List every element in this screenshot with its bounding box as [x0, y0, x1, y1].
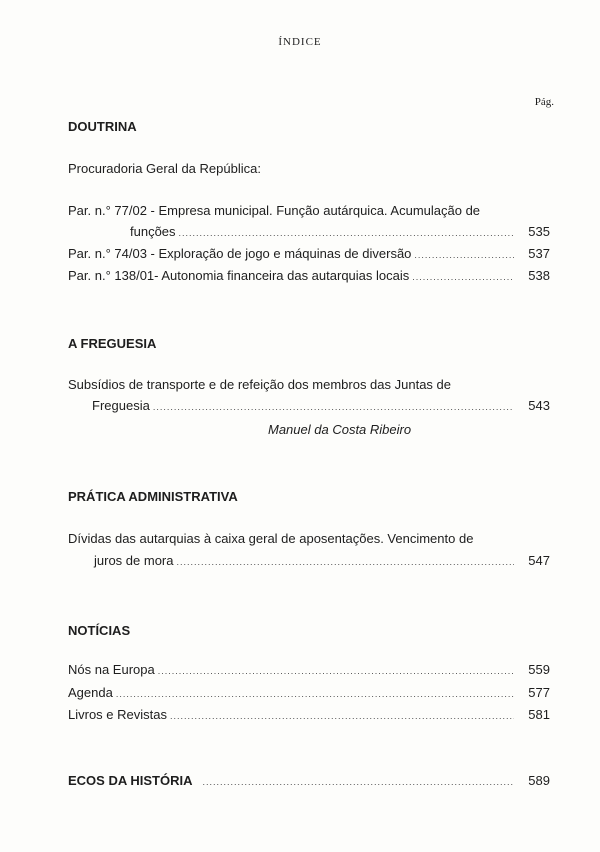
toc-entry[interactable] [92, 398, 550, 416]
toc-entry-label: Agenda [68, 685, 113, 700]
dot-leader [412, 272, 514, 282]
toc-entry-label: juros de mora [94, 553, 174, 568]
toc-page-number: 543 [528, 398, 550, 413]
toc-page-number: 581 [528, 707, 550, 722]
toc-entry[interactable] [68, 773, 550, 791]
toc-entry[interactable] [68, 685, 550, 703]
section-heading-doutrina: DOUTRINA [68, 119, 137, 134]
toc-entry[interactable] [68, 707, 550, 725]
toc-entry-label: Freguesia [92, 398, 150, 413]
toc-entry[interactable] [130, 224, 550, 242]
source-label: Procuradoria Geral da República: [68, 161, 261, 176]
toc-entry-label: funções [130, 224, 176, 239]
toc-entry-line: Subsídios de transporte e de refeição dos membros das Juntas de [68, 377, 451, 392]
toc-entry-line: Dívidas das autarquias à caixa geral de aposentações. Vencimento de [68, 531, 474, 546]
dot-leader [170, 711, 514, 721]
toc-page-number: 559 [528, 662, 550, 677]
section-heading-pratica: PRÁTICA ADMINISTRATIVA [68, 489, 238, 504]
dot-leader [202, 777, 514, 787]
toc-page-number: 535 [528, 224, 550, 239]
dot-leader [116, 689, 514, 699]
toc-page-number: 538 [528, 268, 550, 283]
page-title: ÍNDICE [278, 36, 322, 48]
toc-entry[interactable] [68, 662, 550, 680]
toc-page-number: 589 [528, 773, 550, 788]
toc-entry[interactable] [94, 553, 550, 571]
toc-entry-label: Nós na Europa [68, 662, 155, 677]
dot-leader [414, 250, 514, 260]
dot-leader [176, 557, 514, 567]
author-name: Manuel da Costa Ribeiro [268, 422, 412, 437]
toc-entry[interactable] [68, 246, 550, 264]
toc-page-number: 577 [528, 685, 550, 700]
page-column-label: Pág. [534, 96, 554, 108]
dot-leader [158, 666, 514, 676]
section-heading-ecos: ECOS DA HISTÓRIA [68, 773, 193, 788]
section-heading-noticias: NOTÍCIAS [68, 623, 131, 638]
toc-entry-line: Par. n.° 77/02 - Empresa municipal. Função autárquica. Acumulação de [68, 203, 481, 218]
toc-page-number: 537 [528, 246, 550, 261]
toc-entry-label: Livros e Revistas [68, 707, 167, 722]
toc-page-number: 547 [528, 553, 550, 568]
dot-leader [179, 228, 514, 238]
dot-leader [153, 402, 514, 412]
toc-entry-label: Par. n.° 138/01- Autonomia financeira das autarquias locais [68, 268, 410, 283]
toc-entry-label: Par. n.° 74/03 - Exploração de jogo e máquinas de diversão [68, 246, 412, 261]
toc-entry[interactable] [68, 268, 550, 286]
section-heading-freguesia: A FREGUESIA [68, 336, 157, 351]
